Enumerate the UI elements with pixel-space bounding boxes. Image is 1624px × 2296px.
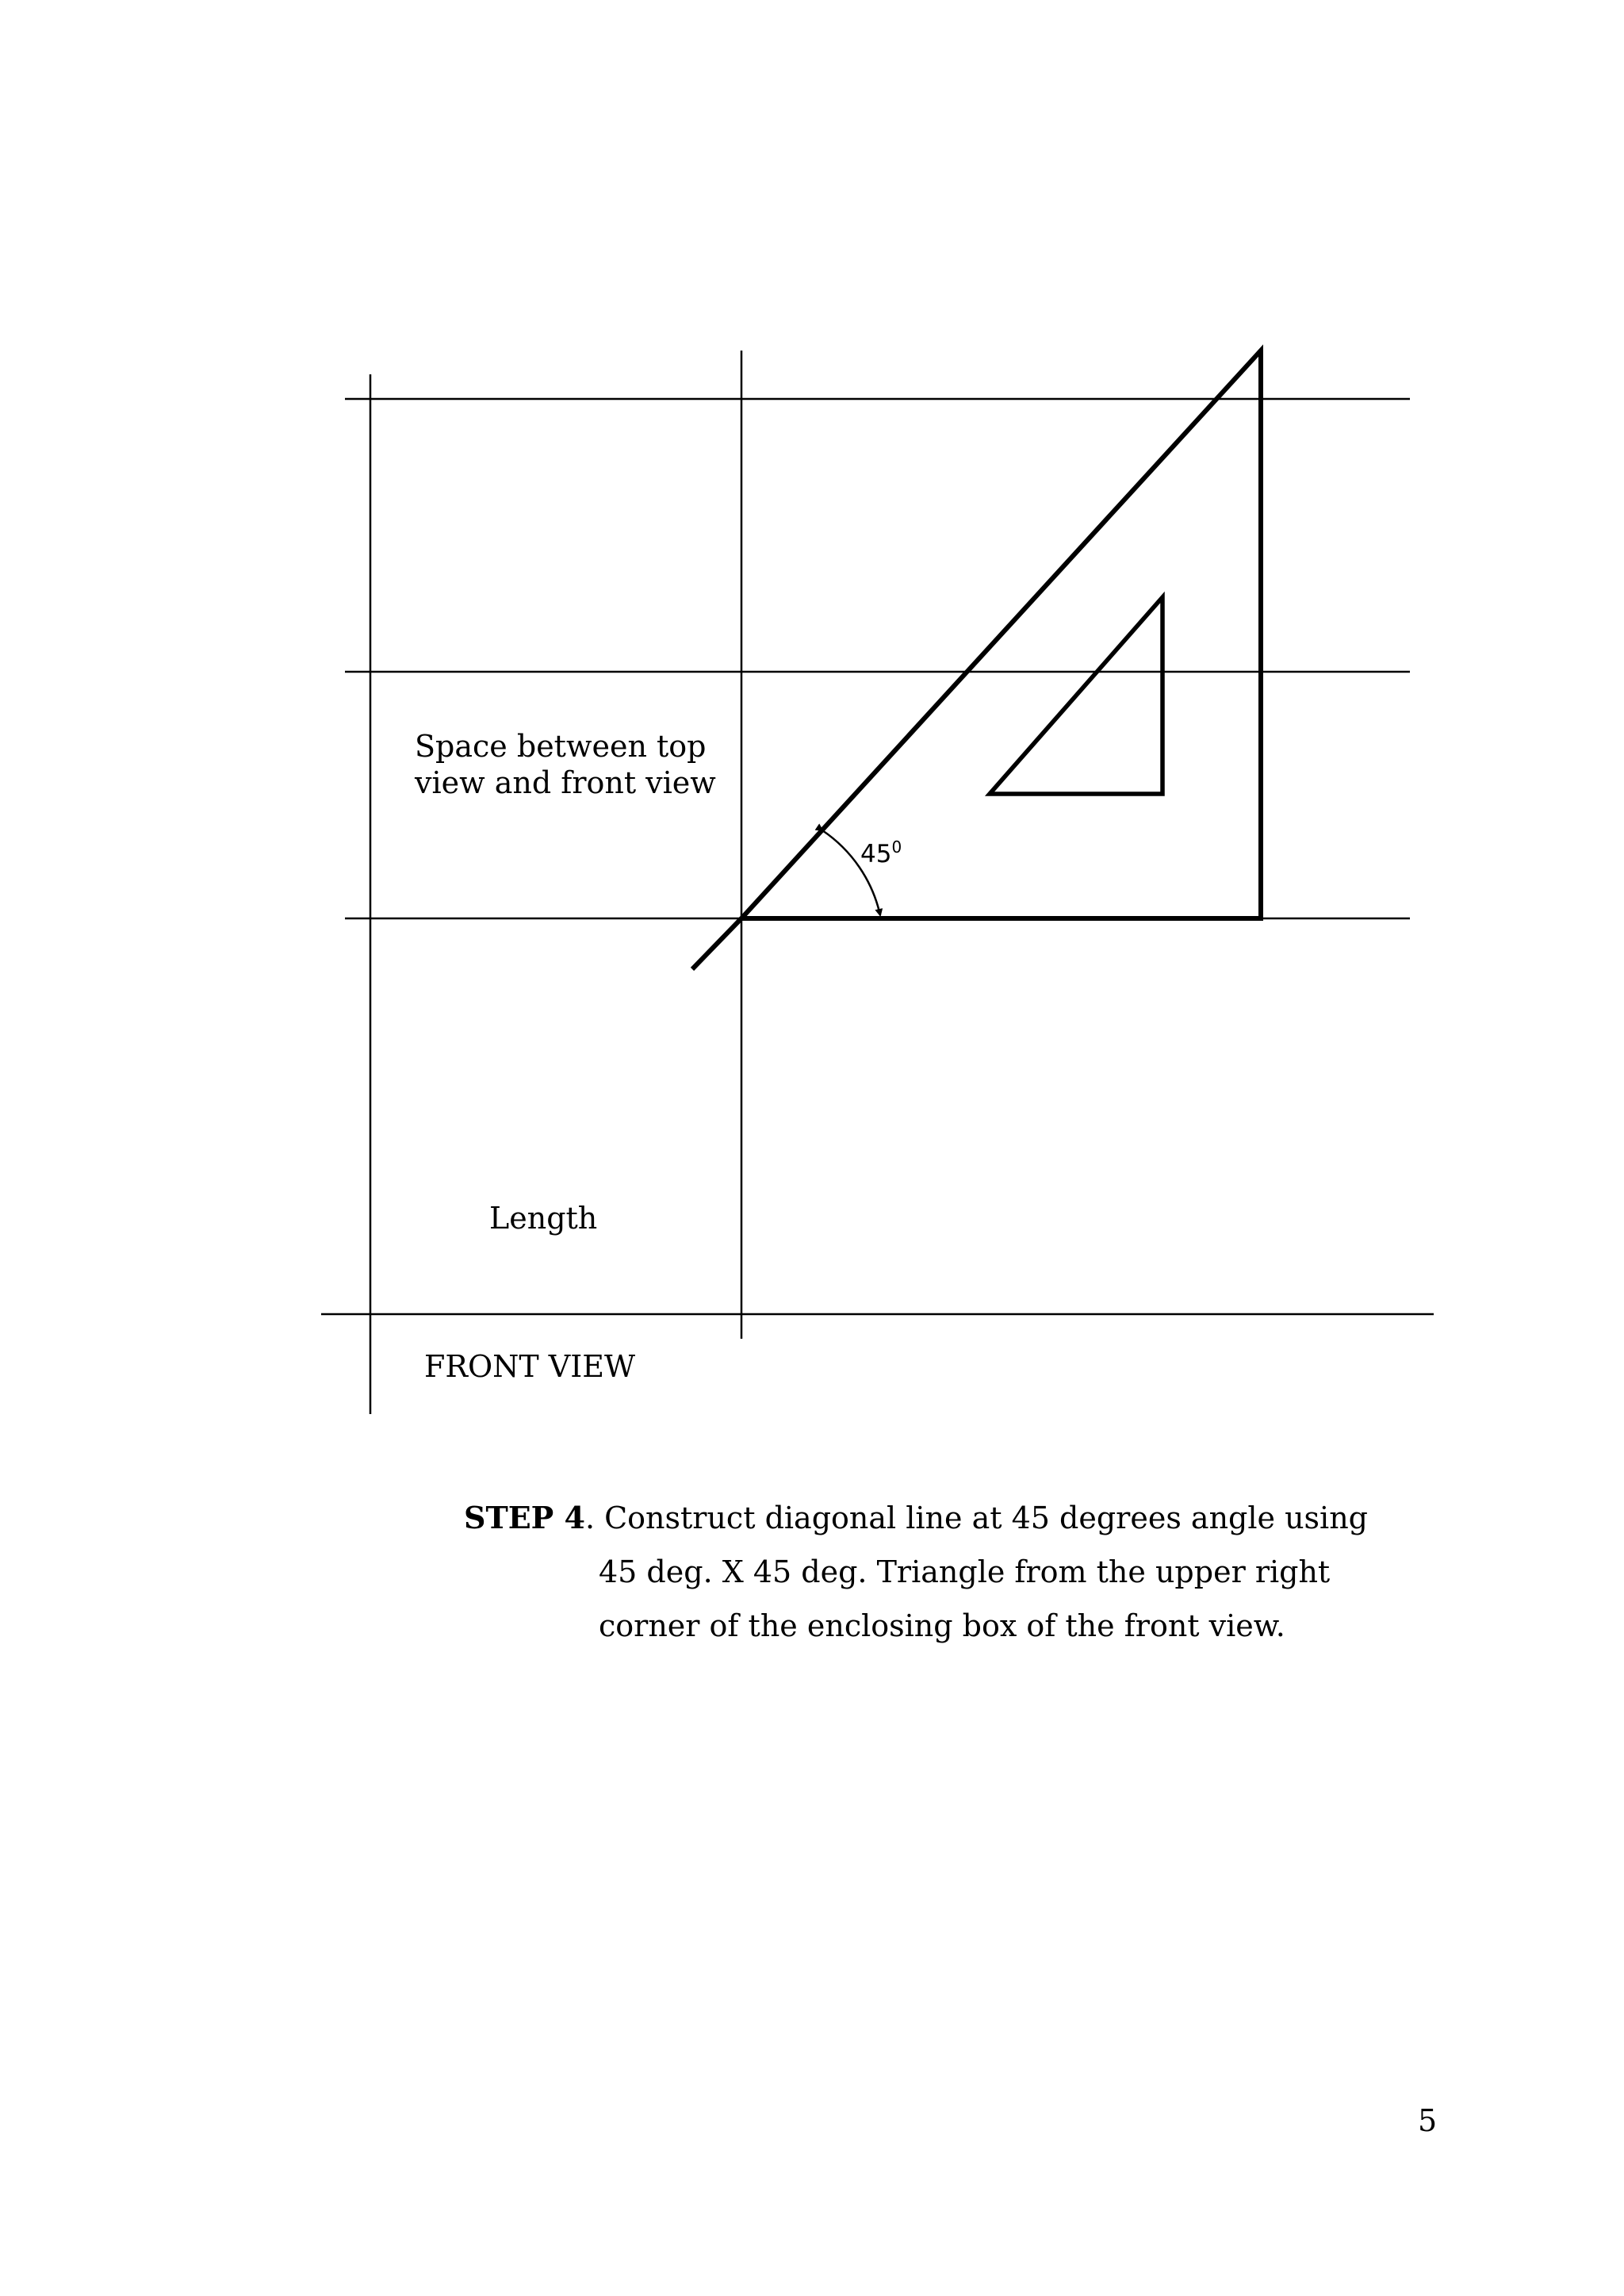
space-between-label-line2: view and front view (415, 765, 716, 800)
set-square-inner (990, 597, 1162, 794)
set-square-outer (741, 351, 1261, 918)
step-instruction (464, 1491, 1415, 1653)
step-line-2: 45 deg. X 45 deg. Triangle from the upper right (599, 1554, 1331, 1589)
front-view-label: FRONT VIEW (424, 1349, 636, 1384)
length-label: Length (489, 1201, 598, 1236)
step-line-3: corner of the enclosing box of the front view. (599, 1608, 1285, 1643)
step-line-1 (464, 1491, 1415, 1545)
space-between-label (415, 728, 716, 801)
space-between-label-line1: Space between top (415, 729, 707, 764)
angle-value: 45 (860, 840, 892, 868)
angle-label (860, 833, 902, 868)
angle-superscript: 0 (891, 838, 902, 857)
page-number: 5 (1418, 2103, 1438, 2138)
step-number: STEP 4 (464, 1500, 585, 1535)
step-text-line1: . Construct diagonal line at 45 degrees angle using (584, 1501, 1369, 1535)
diagonal-extension (692, 918, 741, 969)
